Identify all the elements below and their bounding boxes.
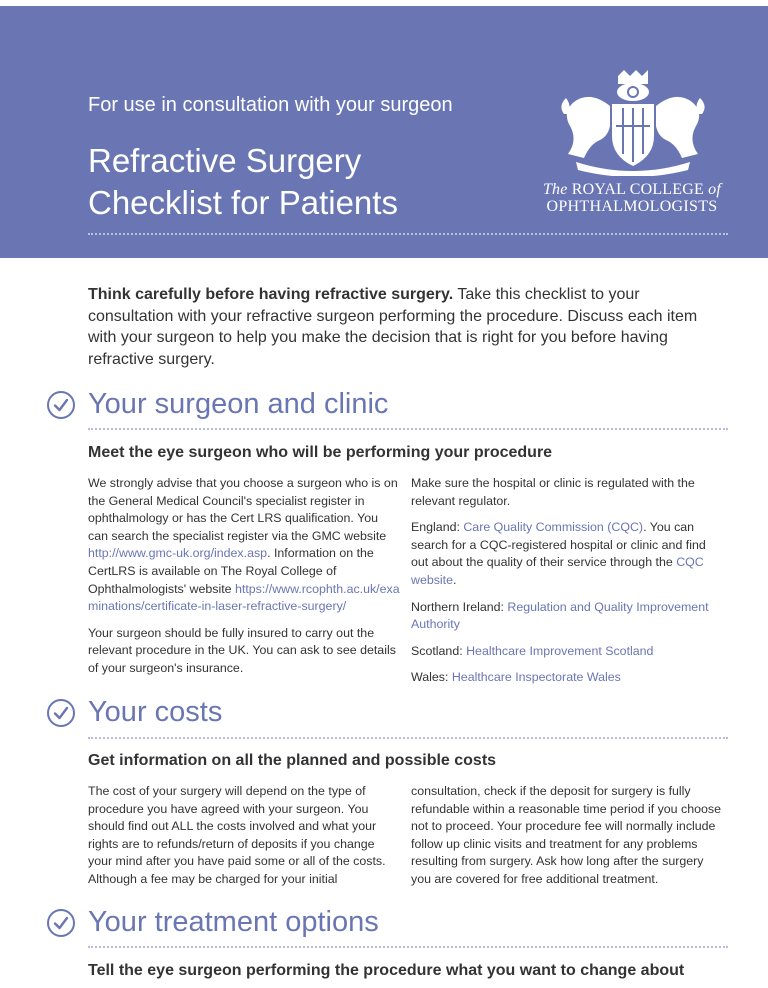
- england-paragraph: England: Care Quality Commission (CQC). You can search for a CQC-registered hospital or clinic and find out about the quality of their service through the CQC website.: [411, 520, 706, 587]
- logo-word-of: of: [703, 181, 722, 198]
- section-divider: [88, 428, 728, 430]
- section-title: Your surgeon and clinic: [88, 388, 389, 420]
- his-link[interactable]: Healthcare Improvement Scotland: [466, 643, 654, 658]
- page-title: Refractive Surgery Checklist for Patients: [88, 142, 398, 221]
- header-subtitle: For use in consultation with your surgeon: [88, 94, 453, 116]
- scotland-paragraph: Scotland: Healthcare Improvement Scotland: [411, 643, 654, 658]
- cqc-website-link[interactable]: CQC website: [411, 555, 704, 587]
- logo-word-ophthalmologists: OPHTHALMOLOGISTS: [546, 198, 718, 215]
- surgeon-left-column: [88, 475, 400, 687]
- costs-right-paragraph: consultation, check if the deposit for surgery is fully refundable within a reasonable time period if you choose not to proceed. Your procedure fee will normally include follow up clinic visits and treatment for any problems resulting from surgery. Ask how long after the surgery you are covered for free additional treatment.: [411, 784, 721, 886]
- wales-paragraph: Wales: Healthcare Inspectorate Wales: [411, 670, 621, 685]
- cqc-link[interactable]: Care Quality Commission (CQC): [463, 520, 644, 535]
- logo-word-royal-college: ROYAL COLLEGE: [571, 181, 704, 198]
- costs-right-column: [411, 783, 723, 898]
- section-title: Your treatment options: [88, 906, 379, 938]
- intro-paragraph: [88, 284, 728, 370]
- costs-left-paragraph: The cost of your surgery will depend on the type of procedure you have agreed with your surgeon. You should find out ALL the costs involved and what your rights are to refunds/return of deposits if you change your mind after you have paid some or all of the costs. Although a fee may be charged for your initial: [88, 784, 386, 886]
- section-subhead: Tell the eye surgeon performing the procedure what you want to change about: [88, 962, 685, 979]
- rqia-link[interactable]: Regulation and Quality Improvement Authority: [411, 599, 709, 632]
- rcophth-link[interactable]: https://www.rcophth.ac.uk/examinations/certificate-in-laser-refractive-surgery/: [88, 581, 400, 614]
- costs-left-column: [88, 783, 388, 898]
- surgeon-right-column: [411, 475, 723, 696]
- section-title: Your costs: [88, 696, 223, 728]
- logo-word-the: The: [542, 181, 572, 198]
- intro-bold: Think carefully before having refractive surgery.: [88, 286, 454, 303]
- check-circle-icon: [46, 390, 76, 420]
- intro-text: Take this checklist to your consultation with your refractive surgeon performing the procedure. Discuss each item with your surgeon to help you make the decision that is right for you before having refractive surgery.: [88, 286, 698, 368]
- regulator-paragraph: Make sure the hospital or clinic is regulated with the relevant regulator.: [411, 476, 695, 508]
- section-subhead: Meet the eye surgeon who will be performing your procedure: [88, 444, 553, 461]
- section-divider: [88, 737, 728, 739]
- header-band: [0, 6, 768, 258]
- logo-wordmark: [532, 182, 732, 216]
- hiw-link[interactable]: Healthcare Inspectorate Wales: [451, 670, 621, 685]
- check-circle-icon: [46, 698, 76, 728]
- header-divider: [88, 233, 728, 235]
- northern-ireland-paragraph: Northern Ireland: Regulation and Quality Improvement Authority: [411, 599, 709, 632]
- surgeon-register-paragraph: We strongly advise that you choose a surgeon who is on the General Medical Council's specialist register in ophthalmology or has the Cert LRS qualification. You can search the specialist register via the GMC website http://www.gmc-uk.org/index.asp. Information on the CertLRS is available on The Royal College of Ophthalmologists' website https://www.rcophth.ac.uk/examinations/certificate-in-laser-refractive-surgery/: [88, 476, 400, 614]
- section-divider: [88, 946, 728, 948]
- gmc-link[interactable]: http://www.gmc-uk.org/index.asp: [88, 546, 268, 561]
- crest-icon: [560, 70, 706, 176]
- insurance-paragraph: Your surgeon should be fully insured to carry out the relevant procedure in the UK. You can ask to see details of your surgeon's insurance.: [88, 625, 396, 675]
- check-circle-icon: [46, 908, 76, 938]
- section-subhead: Get information on all the planned and possible costs: [88, 752, 497, 769]
